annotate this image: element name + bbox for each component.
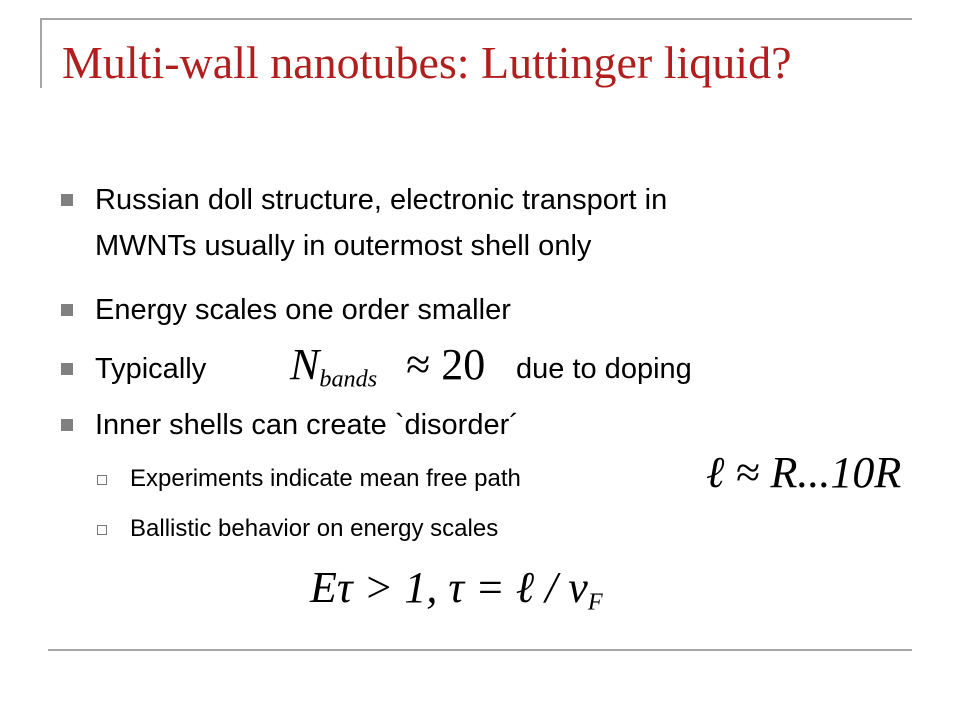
energy-condition-formula [310,560,603,630]
n-bands-formula [290,337,485,407]
frame-top-rule [40,18,912,20]
slide-title: Multi-wall nanotubes: Luttinger liquid? [62,37,792,88]
n-bands-relation: ≈ 20 [406,340,486,389]
sub-bullet-text: Experiments indicate mean free path [130,465,521,492]
bullet-text: Inner shells can create `disorder´ [95,409,519,441]
bullet-text-line1: Russian doll structure, electronic transport in [95,184,668,216]
frame-bottom-rule [48,649,912,651]
mean-free-path-formula: ℓ ≈ R...10R [706,448,902,497]
n-bands-symbol: N [290,340,320,389]
frame-left-rule [40,18,42,88]
n-bands-subscript: bands [319,365,378,393]
bullet-text-prefix: Typically [95,353,207,385]
energy-condition-text: Eτ > 1, τ = ℓ / v [310,563,588,612]
square-bullet-icon [61,194,73,206]
square-bullet-icon [61,304,73,316]
bullet-text: Energy scales one order smaller [95,294,511,326]
bullet-text-suffix: due to doping [516,353,692,385]
sub-bullet-text: Ballistic behavior on energy scales [130,515,499,542]
square-bullet-icon [61,363,73,375]
square-bullet-icon [61,419,73,431]
bullet-text-line2: MWNTs usually in outermost shell only [95,230,592,262]
hollow-square-bullet-icon [97,525,107,535]
hollow-square-bullet-icon [97,475,107,485]
fermi-subscript: F [587,588,603,616]
